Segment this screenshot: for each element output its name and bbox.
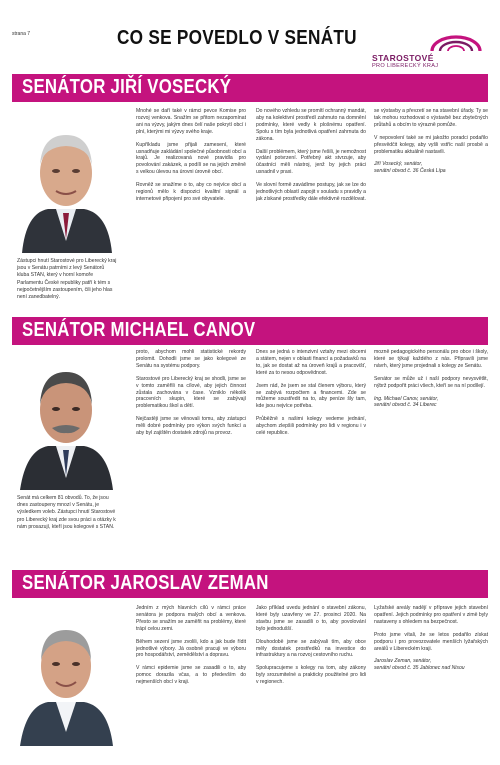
article-column <box>374 108 488 303</box>
article-column <box>256 605 366 757</box>
logo-subtitle: PRO LIBERECKÝ KRAJ <box>372 63 439 69</box>
article-column <box>374 349 488 553</box>
article-column <box>374 605 488 757</box>
author-signature: Jiří Vosecký, senátor, senátní obvod č. 36 Česká Lípa <box>374 161 446 175</box>
paragraph: Nejčastěji jsme se věnovali tomu, aby zástupci měli dobré podmínky pro výkon svých funkcí a aby byl zajištěn dostatek zdrojů na provoz. <box>136 416 246 437</box>
article-column <box>136 349 246 553</box>
logo <box>372 30 490 70</box>
paragraph: Jako příklad uvedu jednání o stavební zákonu, které byly uzavřeny ve 27. prosinci 2020. Na stavbu jsme se zasadili o to, aby povolování bylo jednodušší. <box>256 605 366 632</box>
paragraph: se výstavby a převzetí se na stavební úřady. Ty se tak mohou rozhodovat o výstavbě bez zbytečných průtahů a obcím to výrazně pomůže. <box>374 108 488 128</box>
article-column <box>256 349 366 553</box>
paragraph: Dlouhodobě jsme se zabývali tím, aby obce měly dostatek prostředků na investice do infrastruktury a na rozvoj cestovního ruchu. <box>256 638 366 659</box>
paragraph: Proto jsme vítali, že se letos podařilo získat podporu i pro provozovatele menších lyžařských areálů v Libereckém kraji. <box>374 631 488 652</box>
paragraph: Mnohé se daří také v rámci pevce Komise pro rozvoj venkova. Snažím se přitom nezapomínat ani na výzvy, jakým dnes čelí naše pokrytí obcí i plní, kterými mi výzvy svého kraje. <box>136 108 246 135</box>
paragraph: mozně pedagogického personálu pro obce i školy, které se týkají každého z nás. Připravili jsme návrh, který jsme projednali s kolegy ze Senátu. <box>374 349 488 369</box>
section-banner-zeman <box>12 570 488 598</box>
paragraph: Během sezení jsme zvolili, kdo a jak bude řídit jednotlivé výbory. Já osobně pracuji ve výboru pro hospodářství, zemědělství a dopravu. <box>136 638 246 659</box>
paragraph: Senátor se může už i naší podpory nevysvětlit, nýbrž podpořit práci všech, kteří se na ní podílejí. <box>374 375 488 389</box>
paragraph: Jsem rád, že jsem se stal členem výboru, který se zabývá rozpočtem a financemi. Zde se můžeme soustředit na to, aby peníze šly tam, kde jsou nejvíce potřeba. <box>256 382 366 410</box>
logo-arc-icon <box>372 30 490 54</box>
paragraph: Dnes se jedná o intenzivní vztahy mezi obcemi a státem, nejen v oblasti financí a požadavků na to, jak se dostat až na úroveň krajů a pracovišť, které za to nesou odpovědnost. <box>256 349 366 376</box>
portrait-photo <box>18 354 115 490</box>
paragraph: Rovněž se snažíme o to, aby co nejvíce obcí a regionů mělo k dispozici kvalitní signál a internetové připojení pro své obyvatele. <box>136 182 246 202</box>
paragraph: Další problémem, který jsme řešili, je nemožnost vydání potvrzení. Potřebný akt stvrzuje, aby účastníci měli nástroj, jenž by jejich práci usnadnil v praxi. <box>256 148 366 176</box>
article-column <box>136 108 246 303</box>
paragraph: V rámci epidemie jsme se zasadili o to, aby pomoc dorazila včas, a to především do nejmenších obcí v kraji. <box>136 665 246 686</box>
paragraph: V nepovolení také se mi jakožto poradci podařilo přesvědčit kolegy, aby vyšli vstříc naší prosbě a problematiku aktuálně nastavili. <box>374 134 488 155</box>
section-heading: SENÁTOR JIŘÍ VOSECKÝ <box>22 76 232 98</box>
article-column <box>136 605 246 757</box>
paragraph: Kupříkladu jsme přijali zamesení, které usnadňuje zakládání společné působnosti obcí a krajů. Je realizovaná nové pravidla pro povolování zakázek, a podílí se na jejich změně s velkou úlevou na úrovni úrovně obcí. <box>136 141 246 176</box>
section-caption: Zástupci hnutí Starostové pro Liberecký kraj jsou v Senátu patrními z levý Senátorů kluba STAN, který v horní komoře Parlamentu České republiky patří k tém s nejpočetnějším zastoupením, čili jeho hlas není zanedbatelný. <box>17 258 117 301</box>
article-column <box>256 108 366 303</box>
section-banner-vosecky <box>12 74 488 102</box>
paragraph: Spolupracujeme s kolegy na tom, aby zákony byly srozumitelné a prakticky použitelné pro lidi v regionech. <box>256 665 366 686</box>
paragraph: Lyžařské areály nadějí v příprave jejich stavební opatření. Jejich podmínky pro opatření v zimě byly nastaveny s ohledem na bezpečnost. <box>374 605 488 625</box>
paragraph: Průběžně s našimi kolegy vedeme jednání, abychom zlepšili podmínky pro lidi v regionu i v celé republice. <box>256 416 366 437</box>
portrait-photo <box>18 606 115 746</box>
section-heading: SENÁTOR JAROSLAV ZEMAN <box>22 572 269 594</box>
paragraph: Do nového vzhledu se promítl ochranný mandát, aby na kolektivní prostředí zahrnuto na domnění podmínky, které vedly k plošnému opatření. Spolu s tím byla jednotlivá opatření zahrnuta do zákona. <box>256 108 366 142</box>
logo-title: STAROSTOVÉ <box>372 53 434 63</box>
paragraph: Jedním z mých hlavních cílů v rámci práce senátora je podpora malých obcí a venkova. Přesto se snažím se zaměřit na problémy, které trápí celou zemi. <box>136 605 246 632</box>
paragraph: Starostové pro Liberecký kraj se shodli, jsme se v tomto zaměřili na cílové, aby jejich činnost zůstala zachována v čase. Vzniklo několik pracovních skupin, které se zabývají problematikou škol a dětí. <box>136 375 246 410</box>
paragraph: proto, abychom mohli statistické rekordy prolomit. Dohodli jsme se jako kolegové ze Senátu na systému podpory. <box>136 349 246 369</box>
page-title: CO SE POVEDLO V SENÁTU <box>117 27 357 49</box>
portrait-photo <box>18 113 115 253</box>
section-banner-canov <box>12 317 488 345</box>
section-heading: SENÁTOR MICHAEL CANOV <box>22 319 256 341</box>
author-signature: Ing. Michael Canov, senátor, senátní obvod č. 34 Liberec <box>374 395 439 409</box>
page-number: strana 7 <box>12 31 31 37</box>
author-signature: Jaroslav Zeman, senátor, senátní obvod č. 35 Jablonec nad Nisou <box>374 658 465 672</box>
section-caption: Senát má celkem 81 obvodů. To, že jsou dnes zastoupeny mnozí v Senátu, je výsledkem voleb. Zástupci hnutí Starostové pro Liberecký kraj zde svou práci a otázky k nám prosazují, kteří jsou kolegové s STAN. <box>17 495 116 530</box>
paragraph: Ve slovní formě zavádíme postupy, jak se lze do jednotlivých oblastí zapojit v souladu s pravidly a jak získané prostředky dále efektivně rozdělovat. <box>256 182 366 202</box>
